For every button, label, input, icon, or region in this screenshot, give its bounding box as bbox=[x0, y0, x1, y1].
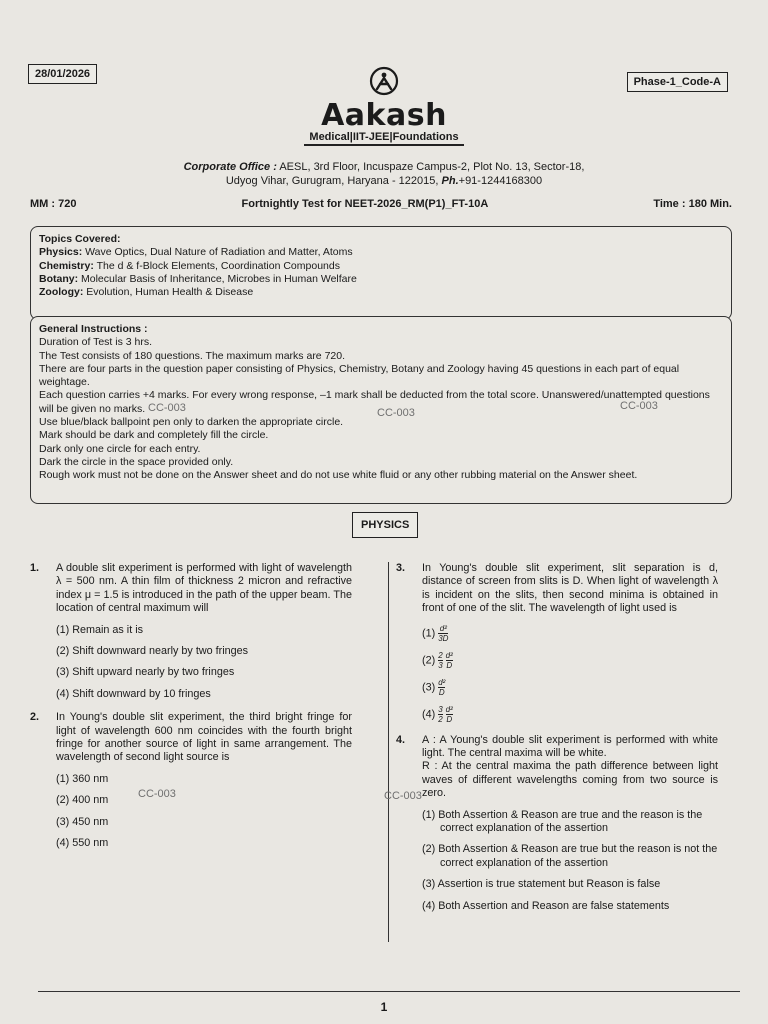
office-phone: +91-1244168300 bbox=[458, 175, 543, 187]
option-1: (1) $\frac{\text{d²}}{3D}$ bbox=[422, 623, 449, 643]
option: (1) 360 nm bbox=[56, 772, 109, 785]
topic-botany: Botany: Molecular Basis of Inheritance, Microbes in Human Welfare bbox=[39, 272, 357, 285]
time-limit: Time : 180 Min. bbox=[653, 198, 732, 210]
instruction-line: Rough work must not be done on the Answer sheet and do not use white fluid or any other rubbing material on the Answer sheet. bbox=[39, 469, 638, 482]
fraction: $\frac{\text{d²}}{D}$ bbox=[445, 650, 453, 670]
option: (2) Both Assertion & Reason are true but the reason is not the correct explanation of the assertion bbox=[422, 843, 718, 869]
corporate-office bbox=[0, 160, 768, 188]
fraction: $\frac{2}{3}$ bbox=[438, 650, 443, 670]
aakash-emblem-icon bbox=[369, 66, 399, 96]
fraction: $\frac{\text{d²}}{D}$ bbox=[438, 677, 446, 697]
fraction: $\frac{3}{2}$ bbox=[438, 704, 443, 724]
section-title: PHYSICS bbox=[352, 512, 418, 538]
option-2: (2) $\frac{2}{3}$ $\frac{\text{d²}}{D}$ bbox=[422, 650, 453, 670]
office-line2: Udyog Vihar, Gurugram, Haryana - 122015, bbox=[225, 175, 439, 187]
instructions-title: General Instructions : bbox=[39, 323, 148, 335]
office-label: Corporate Office : bbox=[183, 161, 277, 173]
question-text: In Young's double slit experiment, slit separation is d, distance of screen from slits is D. When light of wavelength λ is incident on the slits, then second minima is obtained in front of one of the slit. The wavelength of light used is bbox=[422, 562, 718, 615]
instruction-line: Dark only one circle for each entry. bbox=[39, 442, 201, 455]
watermark: CC-003 bbox=[384, 790, 422, 802]
question-2 bbox=[30, 711, 352, 850]
max-marks: MM : 720 bbox=[30, 198, 77, 210]
option: (1) Remain as it is bbox=[56, 623, 143, 636]
watermark: CC-003 bbox=[148, 402, 186, 414]
exam-meta-row bbox=[30, 198, 732, 210]
instruction-line: Dark the circle in the space provided only. bbox=[39, 455, 234, 468]
question-3 bbox=[396, 562, 718, 724]
topics-panel bbox=[30, 226, 732, 320]
tagline-rule bbox=[304, 144, 464, 146]
watermark: CC-003 bbox=[377, 407, 415, 419]
brand-name: Aakash bbox=[321, 98, 447, 133]
right-column bbox=[396, 562, 718, 919]
reason-text: R : At the central maxima the path difference between light waves of different wavelengths coming from two source is zero. bbox=[422, 760, 718, 800]
option: (3) Shift upward nearly by two fringes bbox=[56, 666, 235, 679]
question-text: In Young's double slit experiment, the third bright fringe for light of wavelength 600 nm coincides with the fourth bright fringe for another source of light in same arrangement. The wavelength of second light source is bbox=[56, 711, 352, 764]
option: (2) 400 nm bbox=[56, 794, 109, 807]
topic-chemistry: Chemistry: The d & f-Block Elements, Coordination Compounds bbox=[39, 259, 340, 272]
instruction-line: The Test consists of 180 questions. The maximum marks are 720. bbox=[39, 349, 346, 362]
assertion-text: A : A Young's double slit experiment is performed with white light. The central maxima will be white. bbox=[422, 733, 718, 760]
question-1 bbox=[30, 562, 352, 701]
option: (3) 450 nm bbox=[56, 815, 109, 828]
question-number: 2. bbox=[30, 711, 40, 724]
paper-code-box: Phase-1_Code-A bbox=[627, 72, 728, 92]
option: (4) Shift downward by 10 fringes bbox=[56, 687, 211, 700]
option: (1) Both Assertion & Reason are true and the reason is the correct explanation of the assertion bbox=[422, 808, 703, 835]
question-4 bbox=[396, 734, 718, 913]
test-name: Fortnightly Test for NEET-2026_RM(P1)_FT-10A bbox=[241, 198, 489, 210]
question-number: 3. bbox=[396, 562, 406, 574]
option: (4) 550 nm bbox=[56, 837, 109, 850]
option: (4) Both Assertion and Reason are false statements bbox=[422, 899, 670, 912]
footer-rule bbox=[38, 991, 740, 992]
topic-zoology: Zoology: Evolution, Human Health & Disease bbox=[39, 286, 254, 299]
watermark: CC-003 bbox=[620, 400, 658, 412]
option-4: (4) $\frac{3}{2}$ $\frac{\text{d²}}{D}$ bbox=[422, 704, 453, 724]
option: (3) Assertion is true statement but Reason is false bbox=[422, 878, 661, 891]
date-box: 28/01/2026 bbox=[28, 64, 97, 84]
question-number: 1. bbox=[30, 562, 40, 574]
topic-physics: Physics: Wave Optics, Dual Nature of Radiation and Matter, Atoms bbox=[39, 246, 353, 259]
left-column bbox=[30, 562, 352, 857]
aakash-logo bbox=[0, 66, 768, 146]
question-text: A double slit experiment is performed with light of wavelength λ = 500 nm. A thin film of thickness 2 micron and refractive index μ = 1.5 is introduced in the path of the upper beam. The location of central maximum will bbox=[56, 562, 352, 615]
instruction-line: Use blue/black ballpoint pen only to darken the appropriate circle. bbox=[39, 416, 344, 429]
office-phone-label: Ph. bbox=[441, 175, 459, 187]
watermark: CC-003 bbox=[138, 788, 176, 800]
topics-title: Topics Covered: bbox=[39, 233, 121, 245]
instruction-line: There are four parts in the question paper consisting of Physics, Chemistry, Botany and Zoology having 45 questions in each part of equal weightage. bbox=[39, 362, 680, 389]
fraction: $\frac{\text{d²}}{3D}$ bbox=[438, 623, 449, 643]
column-divider bbox=[388, 562, 389, 942]
brand-tagline: Medical|IIT-JEE|Foundations bbox=[309, 131, 459, 143]
instruction-line: Duration of Test is 3 hrs. bbox=[39, 336, 153, 349]
instruction-line: Each question carries +4 marks. For every wrong response, –1 mark shall be deducted from the total score. Unanswered/unattempted questions will be given no marks. bbox=[39, 389, 710, 415]
fraction: $\frac{\text{d²}}{D}$ bbox=[445, 704, 453, 724]
option-3: (3) $\frac{\text{d²}}{D}$ bbox=[422, 677, 446, 697]
office-line1: AESL, 3rd Floor, Incuspaze Campus-2, Plot No. 13, Sector-18, bbox=[279, 161, 585, 173]
option: (2) Shift downward nearly by two fringes bbox=[56, 645, 249, 658]
instruction-line: Mark should be dark and completely fill the circle. bbox=[39, 429, 269, 442]
question-number: 4. bbox=[396, 733, 406, 746]
page-number: 1 bbox=[380, 1000, 388, 1014]
